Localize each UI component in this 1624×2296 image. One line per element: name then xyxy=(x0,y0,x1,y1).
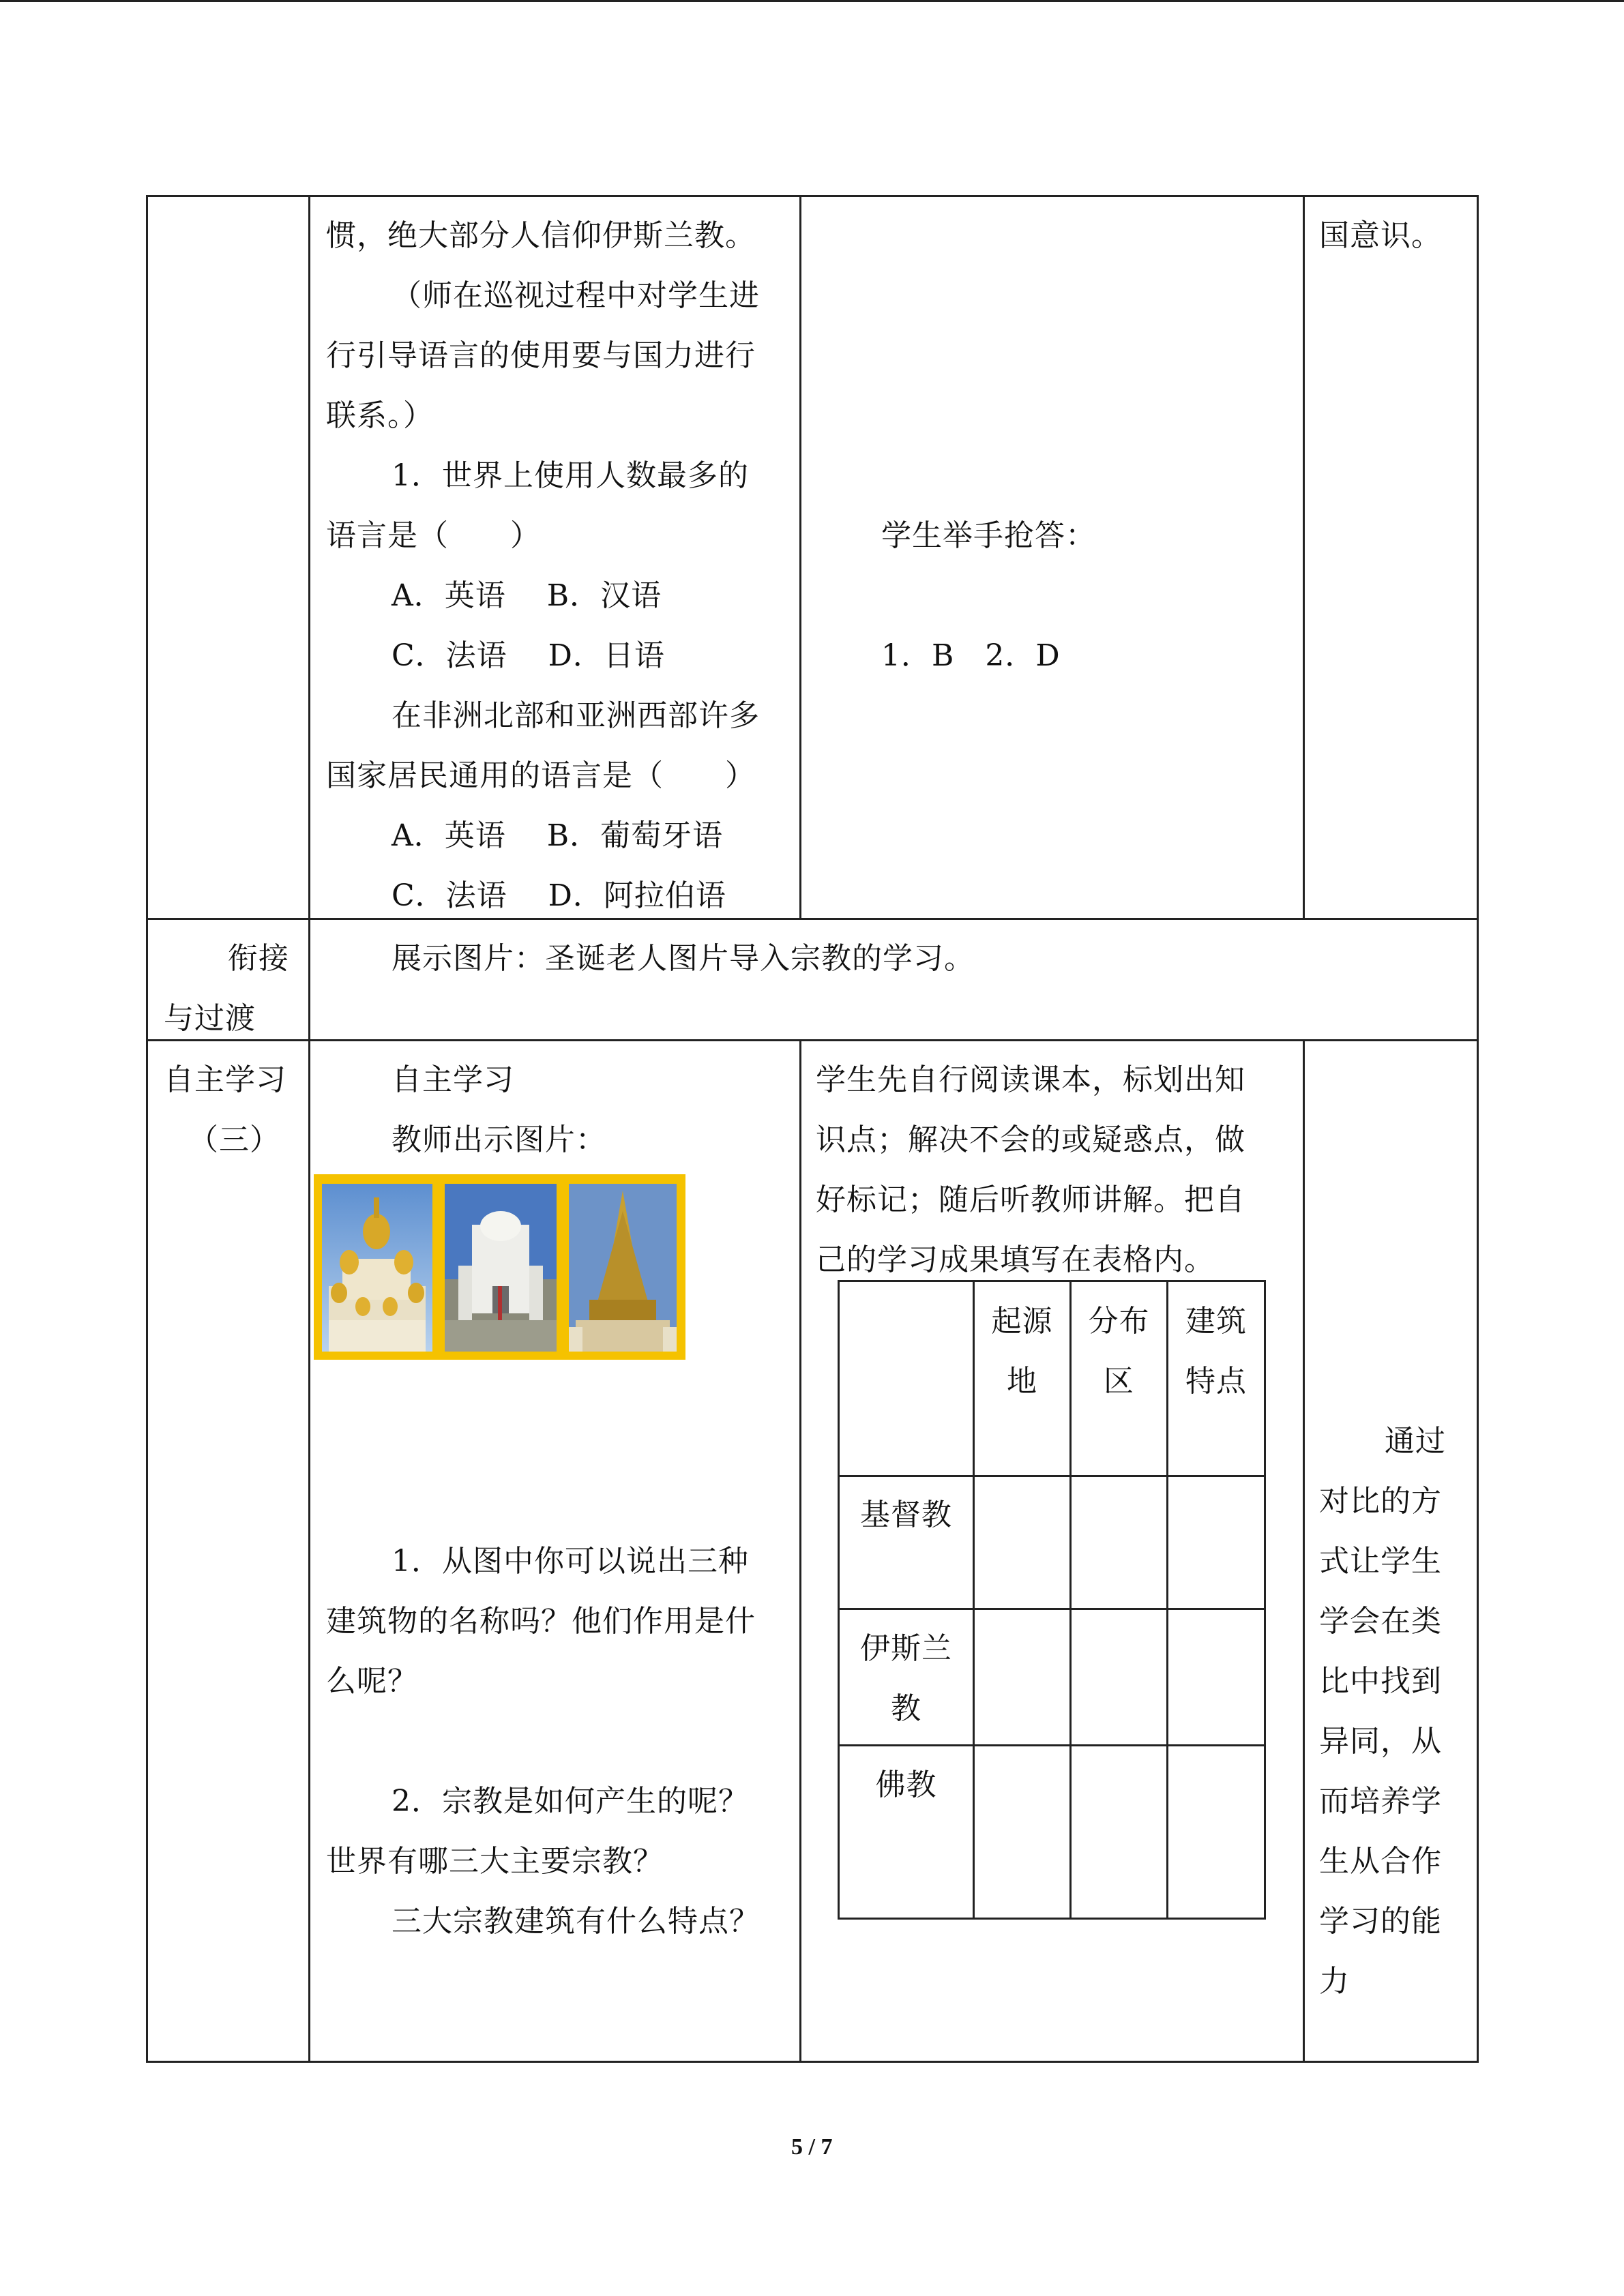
purpose-text: 国意识。 xyxy=(1319,218,1442,253)
student-activity-line: 好标记；随后听教师讲解。把自 xyxy=(816,1182,1245,1217)
content-line: C．法语 D．阿拉伯语 xyxy=(392,878,726,913)
table-divider-col3b xyxy=(1303,1039,1305,2063)
student-answer-prompt: 学生举手抢答： xyxy=(881,518,1096,553)
purpose-line: 而培养学 xyxy=(1319,1784,1442,1819)
content-line: C．法语 D．日语 xyxy=(392,638,665,673)
header-architecture-2: 特点 xyxy=(1185,1364,1247,1399)
content-line: 1．世界上使用人数最多的 xyxy=(392,458,749,493)
student-activity-line: 识点；解决不会的或疑惑点，做 xyxy=(816,1122,1245,1157)
inner-table-row2 xyxy=(838,1608,1266,1610)
table-border-row1 xyxy=(146,918,1479,920)
header-architecture-1: 建筑 xyxy=(1185,1304,1247,1339)
table-border-right xyxy=(1477,195,1479,2063)
content-line: 联系。） xyxy=(326,398,434,433)
table-border-left xyxy=(146,195,148,2063)
inner-table-bottom xyxy=(838,1918,1266,1920)
header-distribution-1: 分布 xyxy=(1088,1304,1150,1339)
purpose-line: 学习的能 xyxy=(1319,1904,1442,1939)
purpose-line: 生从合作 xyxy=(1319,1844,1442,1879)
row-buddhism: 佛教 xyxy=(875,1768,937,1802)
row-islam-1: 伊斯兰 xyxy=(860,1631,952,1666)
table-divider-col2b xyxy=(799,1039,801,2063)
question-2-line: 2．宗教是如何产生的呢？ xyxy=(392,1784,749,1819)
content-line: 国家居民通用的语言是（ ） xyxy=(326,758,756,793)
purpose-line: 比中找到 xyxy=(1319,1664,1442,1699)
table-divider-col2a xyxy=(799,195,801,920)
inner-table-row3 xyxy=(838,1744,1266,1746)
page-top-border xyxy=(0,0,1624,2)
question-1-line: 1．从图中你可以说出三种 xyxy=(392,1544,749,1579)
header-origin-2: 地 xyxy=(1007,1364,1037,1399)
table-border-top xyxy=(146,195,1479,197)
table-border-row2 xyxy=(146,1039,1479,1041)
purpose-line: 式让学生 xyxy=(1319,1544,1442,1579)
self-study-label-1: 自主学习 xyxy=(164,1062,286,1097)
question-1-line: 建筑物的名称吗？他们作用是什 xyxy=(326,1604,756,1639)
white-mosque-image xyxy=(445,1184,557,1352)
transition-content: 展示图片：圣诞老人图片导入宗教的学习。 xyxy=(392,941,975,976)
golden-pagoda-image xyxy=(569,1184,677,1352)
header-distribution-2: 区 xyxy=(1104,1364,1134,1399)
inner-table-row1 xyxy=(838,1475,1266,1477)
question-2-line: 世界有哪三大主要宗教？ xyxy=(326,1844,664,1879)
student-answer: 1．B 2．D xyxy=(881,638,1061,673)
row-islam-2: 教 xyxy=(891,1691,921,1726)
transition-label-1: 衔接 xyxy=(228,941,289,976)
student-activity-line: 学生先自行阅读课本，标划出知 xyxy=(816,1062,1245,1097)
row-christianity: 基督教 xyxy=(860,1497,952,1532)
purpose-line: 力 xyxy=(1319,1964,1350,1999)
inner-table-left xyxy=(838,1280,840,1920)
table-border-bottom xyxy=(146,2061,1479,2063)
purpose-line: 通过 xyxy=(1385,1424,1446,1459)
content-line: 惯，绝大部分人信仰伊斯兰教。 xyxy=(326,218,756,253)
self-study-label-2: （三） xyxy=(188,1122,280,1157)
content-line: A．英语 B．葡萄牙语 xyxy=(392,818,724,853)
page-number: 5 / 7 xyxy=(791,2134,833,2160)
teacher-show-images: 教师出示图片： xyxy=(392,1122,606,1157)
header-origin-1: 起源 xyxy=(991,1304,1053,1339)
question-2-line: 三大宗教建筑有什么特点？ xyxy=(392,1904,760,1939)
table-divider-col1 xyxy=(308,195,310,2063)
student-activity-line: 己的学习成果填写在表格内。 xyxy=(816,1242,1215,1277)
content-line: 语言是（ ） xyxy=(326,518,541,553)
church-onion-domes-image xyxy=(322,1184,432,1352)
table-divider-col3a xyxy=(1303,195,1305,920)
self-study-title: 自主学习 xyxy=(392,1062,514,1097)
question-1-line: 么呢？ xyxy=(326,1664,418,1699)
inner-table-right xyxy=(1264,1280,1266,1920)
content-line: 行引导语言的使用要与国力进行 xyxy=(326,338,756,373)
content-line: 在非洲北部和亚洲西部许多 xyxy=(392,698,760,733)
content-line: A．英语 B．汉语 xyxy=(392,578,662,613)
content-line: （师在巡视过程中对学生进 xyxy=(392,278,760,313)
transition-label-2: 与过渡 xyxy=(164,1001,256,1036)
purpose-line: 异同，从 xyxy=(1319,1724,1442,1759)
purpose-line: 学会在类 xyxy=(1319,1604,1442,1639)
inner-table-top xyxy=(838,1280,1266,1282)
purpose-line: 对比的方 xyxy=(1319,1484,1442,1519)
